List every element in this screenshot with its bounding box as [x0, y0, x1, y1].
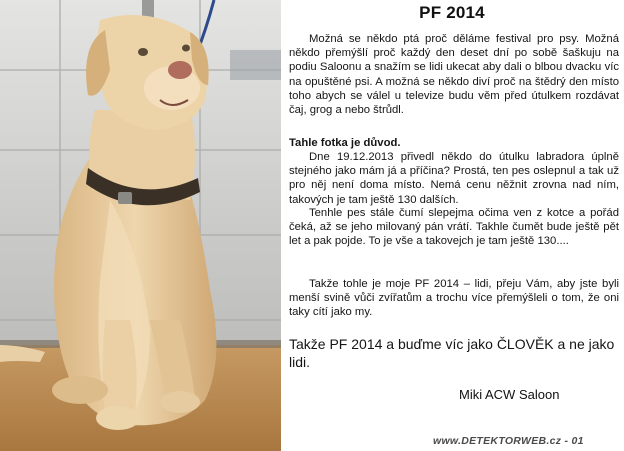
labrador-illustration — [0, 0, 281, 451]
watermark: www.DETEKTORWEB.cz - 01 — [433, 435, 584, 447]
signature: Miki ACW Saloon — [459, 387, 560, 402]
letter-text — [283, 0, 621, 451]
page-title: PF 2014 — [419, 3, 485, 22]
dog-photo — [0, 0, 281, 451]
paragraph-waiting: Tenhle pes stále čumí slepejma očima ven z kotce a pořád čeká, až se jeho milovaný pán vrátí. Takhle čumět bude ještě pět let a pak pojde. To je vše a takovejch je tam ještě 130.... — [289, 207, 619, 248]
paragraph-closing: Takže PF 2014 a buďme víc jako ČLOVĚK a ne jako lidi. — [289, 336, 615, 370]
paragraph-reason: Tahle fotka je důvod. — [289, 137, 401, 149]
paragraph-wish: Takže tohle je moje PF 2014 – lidi, přeju Vám, aby jste byli menší svině vůči zvířatům a trochu více přemýšleli o tom, že oni taky cítí jako my. — [289, 278, 619, 319]
paragraph-intro: Možná se někdo ptá proč děláme festival pro psy. Možná někdo přemýšlí proč každý den deset dní po sobě šaškuju na podiu Saloonu a snažím se lidi ukecat aby dali o blbou dvacku víc na opuštěné psi. A možná se někdo diví proč na štědrý den místo toho abych se válel u televize budu věm před útulkem rozdávat čaj, grog a nebo štrůdl. — [289, 33, 619, 117]
paragraph-story: Dne 19.12.2013 přivedl někdo do útulku labradora úplně stejného jako mám já a příčina? Prostá, ten pes oslepnul a tak už pro něj není doma místo. Nemá cenu něžnit zrovna nad ním, takových je tam ještě 130 dalších. — [289, 151, 619, 206]
